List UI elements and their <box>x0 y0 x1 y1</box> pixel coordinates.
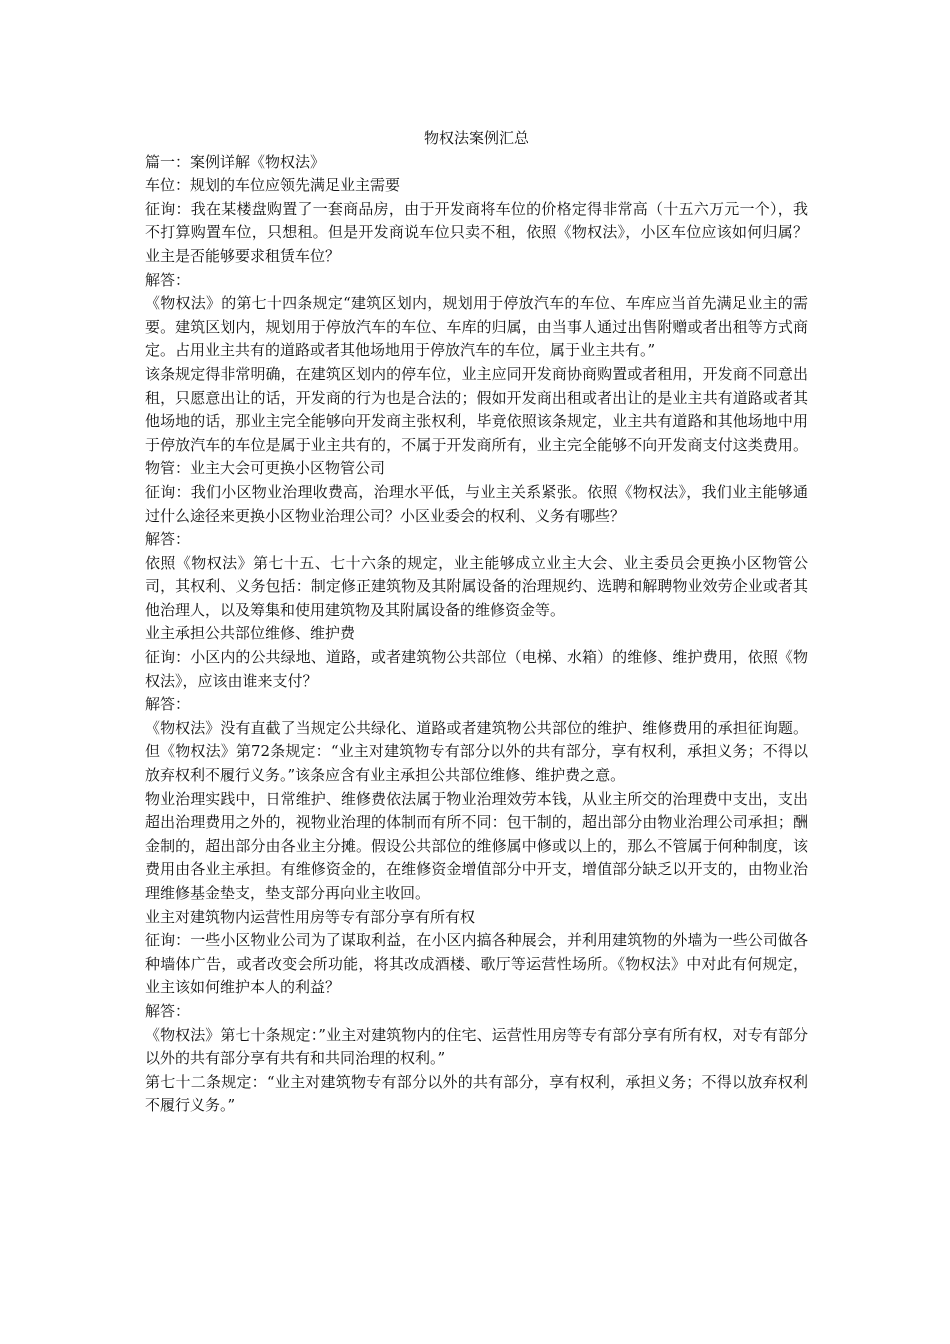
answer-paragraph: 《物权法》没有直截了当规定公共绿化、道路或者建筑物公共部位的维护、维修费用的承担征询题。但《物权法》第72条规定：“业主对建筑物专有部分以外的共有部分，享有权利，承担义务；不得以放弃权利不履行义务。”该条应含有业主承担公共部位维修、维护费之意。 <box>145 718 808 785</box>
document-title: 物权法案例汇总 <box>423 129 529 147</box>
answer-paragraph: 该条规定得非常明确，在建筑区划内的停车位，业主应同开发商协商购置或者租用，开发商不同意出租，只愿意出让的话，开发商的行为也是合法的；假如开发商出租或者出让的是业主共有道路或者其他场地的话，那业主完全能够向开发商主张权利，毕竟依照该条规定，业主共有道路和其他场地中用于停放汽车的车位是属于业主共有的，不属于开发商所有，业主完全能够不向开发商支付这类费用。 物管：业主大会可更换小区物管公司 <box>145 364 808 478</box>
question-paragraph: 征询：小区内的公共绿地、道路，或者建筑物公共部位（电梯、水箱）的维修、维护费用，依照《物权法》，应该由谁来支付？ <box>145 648 808 690</box>
answer-paragraph: 第七十二条规定：“业主对建筑物专有部分以外的共有部分，享有权利，承担义务；不得以放弃权利不履行义务。” <box>145 1072 808 1115</box>
answer-label: 解答： <box>145 270 191 289</box>
answer-paragraph: 《物权法》的第七十四条规定“建筑区划内，规划用于停放汽车的车位、车库应当首先满足业主的需要。建筑区划内，规划用于停放汽车的车位、车库的归属，由当事人通过出售附赠或者出租等方式商定。占用业主共有的道路或者其他场地用于停放汽车的车位，属于业主共有。” <box>145 294 808 360</box>
subsection-heading-ownership: 业主对建筑物内运营性用房等专有部分享有所有权 <box>145 907 476 926</box>
answer-label: 解答： <box>145 530 191 549</box>
answer-paragraph: 依照《物权法》第七十五、七十六条的规定，业主能够成立业主大会、业主委员会更换小区物管公司，其权利、义务包括：制定修正建筑物及其附属设备的治理规约、选聘和解聘物业效劳企业或者其他治理人，以及筹集和使用建筑物及其附属设备的维修资金等。 <box>145 553 808 619</box>
section-heading: 篇一：案例详解《物权法》 <box>145 152 326 171</box>
answer-paragraph: 物业治理实践中，日常维护、维修费依法属于物业治理效劳本钱，从业主所交的治理费中支出，支出超出治理费用之外的，视物业治理的体制而有所不同：包干制的，超出部分由物业治理公司承担；酬金制的，超出部分由各业主分摊。假设公共部位的维修属中修或以上的，那么不管属于何种制度，该费用由各业主承担。有维修资金的，在维修资金增值部分中开支，增值部分缺乏以开支的，由物业治理维修基金垫支，垫支部分再向业主收回。 <box>145 789 808 902</box>
answer-label: 解答： <box>145 1001 191 1020</box>
question-paragraph: 征询：我们小区物业治理收费高，治理水平低，与业主关系紧张。依照《物权法》，我们业主能够通过什么途径来更换小区物业治理公司？小区业委会的权利、义务有哪些？ <box>145 482 808 525</box>
subsection-heading-parking: 车位：规划的车位应领先满足业主需要 <box>145 176 401 195</box>
document-body <box>145 127 808 1118</box>
question-paragraph: 征询：一些小区物业公司为了谋取利益，在小区内搞各种展会，并利用建筑物的外墙为一些公司做各种墙体广告，或者改变会所功能，将其改成酒楼、歌厅等运营性场所。《物权法》中对此有何规定，业主该如何维护本人的利益？ <box>145 931 808 997</box>
answer-paragraph: 《物权法》第七十条规定：”业主对建筑物内的住宅、运营性用房等专有部分享有所有权，对专有部分以外的共有部分享有共有和共同治理的权利。” <box>145 1025 808 1068</box>
question-paragraph: 征询：我在某楼盘购置了一套商品房，由于开发商将车位的价格定得非常高（十五六万元一个），我不打算购置车位，只想租。但是开发商说车位只卖不租，依照《物权法》，小区车位应该如何归属？业主是否能够要求租赁车位？ <box>145 199 808 265</box>
answer-label: 解答： <box>145 695 191 714</box>
subsection-heading-maintenance: 业主承担公共部位维修、维护费 <box>145 624 356 643</box>
